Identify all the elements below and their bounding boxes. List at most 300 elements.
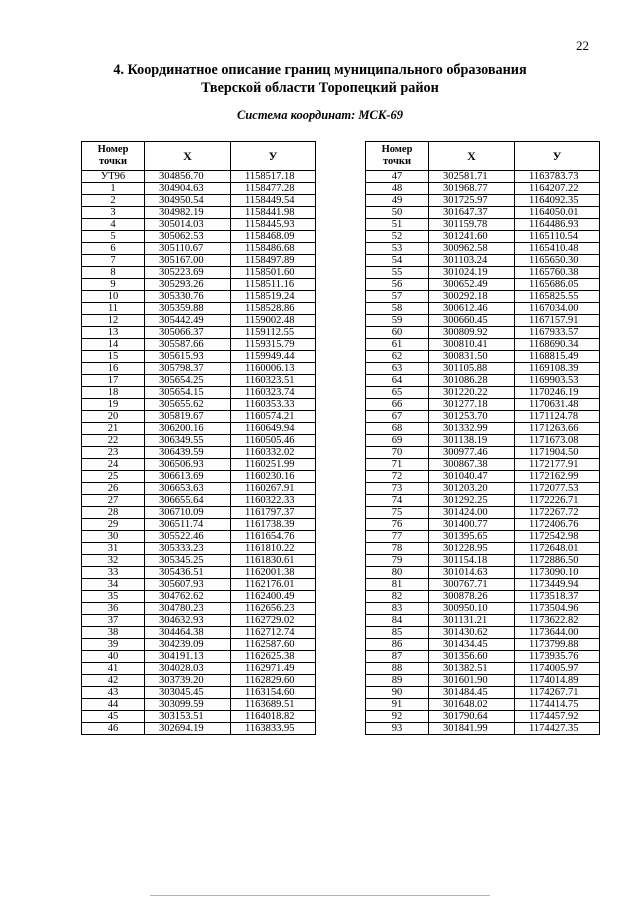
- table-row: [366, 207, 600, 219]
- y-coordinate-cell: 1163833.95: [231, 723, 316, 735]
- point-number-cell: 82: [366, 591, 429, 603]
- point-number-cell: 1: [82, 183, 145, 195]
- point-number-cell: 84: [366, 615, 429, 627]
- y-coordinate-cell: 1173799.88: [515, 639, 600, 651]
- x-coordinate-cell: 300867.38: [429, 459, 515, 471]
- point-number-cell: 9: [82, 279, 145, 291]
- point-number-cell: 69: [366, 435, 429, 447]
- point-number-cell: 78: [366, 543, 429, 555]
- table-row: [366, 411, 600, 423]
- table-row: [366, 363, 600, 375]
- y-coordinate-cell: 1160353.33: [231, 399, 316, 411]
- y-coordinate-cell: 1172648.01: [515, 543, 600, 555]
- x-coordinate-cell: 301434.45: [429, 639, 515, 651]
- point-number-cell: 52: [366, 231, 429, 243]
- table-row: [82, 627, 316, 639]
- x-coordinate-cell: 301648.02: [429, 699, 515, 711]
- coordinates-table-right: [365, 141, 600, 735]
- x-coordinate-cell: 301241.60: [429, 231, 515, 243]
- table-row: [82, 459, 316, 471]
- point-number-cell: 15: [82, 351, 145, 363]
- coordinate-system-subtitle: Система координат: МСК-69: [237, 108, 403, 122]
- coordinates-table-left: [81, 141, 316, 735]
- x-coordinate-cell: 305345.25: [145, 555, 231, 567]
- y-coordinate-cell: 1173935.76: [515, 651, 600, 663]
- point-number-cell: 10: [82, 291, 145, 303]
- y-coordinate-cell: 1158517.18: [231, 171, 316, 183]
- table-row: [366, 399, 600, 411]
- y-coordinate-cell: 1161810.22: [231, 543, 316, 555]
- x-coordinate-cell: 304856.70: [145, 171, 231, 183]
- x-coordinate-cell: 305654.25: [145, 375, 231, 387]
- table-row: [82, 495, 316, 507]
- x-coordinate-cell: 301203.20: [429, 483, 515, 495]
- x-coordinate-cell: 301086.28: [429, 375, 515, 387]
- table-row: [366, 195, 600, 207]
- x-coordinate-cell: 301332.99: [429, 423, 515, 435]
- table-row: [366, 327, 600, 339]
- y-coordinate-cell: 1163154.60: [231, 687, 316, 699]
- point-number-cell: 46: [82, 723, 145, 735]
- point-number-cell: 72: [366, 471, 429, 483]
- x-coordinate-cell: 306613.69: [145, 471, 231, 483]
- point-number-cell: 66: [366, 399, 429, 411]
- table-row: [366, 579, 600, 591]
- x-coordinate-cell: 305436.51: [145, 567, 231, 579]
- table-row: [82, 243, 316, 255]
- point-number-cell: 80: [366, 567, 429, 579]
- table-row: [82, 639, 316, 651]
- table-row: [82, 483, 316, 495]
- x-coordinate-cell: 305066.37: [145, 327, 231, 339]
- point-number-cell: 36: [82, 603, 145, 615]
- table-row: [82, 171, 316, 183]
- coordinates-body-left: [82, 171, 316, 735]
- x-coordinate-cell: 304762.62: [145, 591, 231, 603]
- x-coordinate-cell: 301382.51: [429, 663, 515, 675]
- table-row: [366, 531, 600, 543]
- point-number-cell: 45: [82, 711, 145, 723]
- table-row: [82, 579, 316, 591]
- y-coordinate-cell: 1168690.34: [515, 339, 600, 351]
- table-row: [82, 651, 316, 663]
- y-coordinate-cell: 1167157.91: [515, 315, 600, 327]
- table-row: [366, 627, 600, 639]
- y-coordinate-cell: 1165110.54: [515, 231, 600, 243]
- point-number-cell: 42: [82, 675, 145, 687]
- point-number-cell: 24: [82, 459, 145, 471]
- x-coordinate-cell: 301228.95: [429, 543, 515, 555]
- y-coordinate-cell: 1162176.01: [231, 579, 316, 591]
- x-coordinate-cell: 303045.45: [145, 687, 231, 699]
- point-number-cell: 49: [366, 195, 429, 207]
- point-number-cell: 50: [366, 207, 429, 219]
- table-row: [82, 279, 316, 291]
- y-coordinate-cell: 1159002.48: [231, 315, 316, 327]
- scan-edge-line: [150, 895, 490, 896]
- table-row: [366, 171, 600, 183]
- x-coordinate-cell: 300652.49: [429, 279, 515, 291]
- y-coordinate-cell: 1160267.91: [231, 483, 316, 495]
- y-coordinate-cell: 1158511.16: [231, 279, 316, 291]
- table-row: [366, 183, 600, 195]
- y-coordinate-cell: 1170246.19: [515, 387, 600, 399]
- table-row: [366, 231, 600, 243]
- y-coordinate-cell: 1172886.50: [515, 555, 600, 567]
- x-coordinate-cell: 305223.69: [145, 267, 231, 279]
- y-coordinate-cell: 1167933.57: [515, 327, 600, 339]
- point-number-cell: 4: [82, 219, 145, 231]
- x-coordinate-cell: 301790.64: [429, 711, 515, 723]
- point-number-cell: 55: [366, 267, 429, 279]
- table-row: [366, 651, 600, 663]
- point-number-cell: 20: [82, 411, 145, 423]
- table-row: [82, 603, 316, 615]
- point-number-cell: 65: [366, 387, 429, 399]
- y-coordinate-cell: 1171904.50: [515, 447, 600, 459]
- x-coordinate-cell: 306200.16: [145, 423, 231, 435]
- y-coordinate-cell: 1162400.49: [231, 591, 316, 603]
- point-number-cell: 38: [82, 627, 145, 639]
- table-row: [366, 519, 600, 531]
- table-row: [82, 315, 316, 327]
- x-coordinate-cell: 300612.46: [429, 303, 515, 315]
- y-coordinate-cell: 1174457.92: [515, 711, 600, 723]
- header-point-line-1: Номер: [381, 144, 413, 155]
- table-row: [366, 339, 600, 351]
- page-number: 22: [576, 38, 589, 53]
- table-row: [366, 423, 600, 435]
- y-coordinate-cell: 1160574.21: [231, 411, 316, 423]
- point-number-cell: 63: [366, 363, 429, 375]
- point-number-cell: УТ96: [82, 171, 145, 183]
- y-coordinate-cell: 1163689.51: [231, 699, 316, 711]
- point-number-cell: 58: [366, 303, 429, 315]
- table-row: [82, 291, 316, 303]
- x-coordinate-cell: 301395.65: [429, 531, 515, 543]
- x-coordinate-cell: 306511.74: [145, 519, 231, 531]
- y-coordinate-cell: 1162001.38: [231, 567, 316, 579]
- point-number-cell: 33: [82, 567, 145, 579]
- y-coordinate-cell: 1165686.05: [515, 279, 600, 291]
- table-row: [366, 615, 600, 627]
- x-coordinate-cell: 306349.55: [145, 435, 231, 447]
- point-number-cell: 56: [366, 279, 429, 291]
- y-coordinate-cell: 1158528.86: [231, 303, 316, 315]
- y-coordinate-cell: 1173449.94: [515, 579, 600, 591]
- y-coordinate-cell: 1174014.89: [515, 675, 600, 687]
- y-coordinate-cell: 1174427.35: [515, 723, 600, 735]
- point-number-cell: 31: [82, 543, 145, 555]
- y-coordinate-cell: 1164486.93: [515, 219, 600, 231]
- x-coordinate-cell: 305167.00: [145, 255, 231, 267]
- table-row: [82, 375, 316, 387]
- y-coordinate-cell: 1165825.55: [515, 291, 600, 303]
- x-coordinate-cell: 300962.58: [429, 243, 515, 255]
- point-number-cell: 43: [82, 687, 145, 699]
- table-row: [366, 219, 600, 231]
- table-row: [366, 663, 600, 675]
- y-coordinate-cell: 1162971.49: [231, 663, 316, 675]
- header-y: У: [231, 142, 316, 171]
- x-coordinate-cell: 306655.64: [145, 495, 231, 507]
- table-row: [82, 663, 316, 675]
- point-number-cell: 54: [366, 255, 429, 267]
- x-coordinate-cell: 301154.18: [429, 555, 515, 567]
- point-number-cell: 3: [82, 207, 145, 219]
- x-coordinate-cell: 305655.62: [145, 399, 231, 411]
- x-coordinate-cell: 305293.26: [145, 279, 231, 291]
- point-number-cell: 32: [82, 555, 145, 567]
- x-coordinate-cell: 304982.19: [145, 207, 231, 219]
- x-coordinate-cell: 300292.18: [429, 291, 515, 303]
- table-row: [82, 567, 316, 579]
- y-coordinate-cell: 1162656.23: [231, 603, 316, 615]
- table-row: [82, 675, 316, 687]
- point-number-cell: 8: [82, 267, 145, 279]
- x-coordinate-cell: 304239.09: [145, 639, 231, 651]
- point-number-cell: 2: [82, 195, 145, 207]
- point-number-cell: 41: [82, 663, 145, 675]
- y-coordinate-cell: 1160332.02: [231, 447, 316, 459]
- point-number-cell: 81: [366, 579, 429, 591]
- y-coordinate-cell: 1162729.02: [231, 615, 316, 627]
- table-row: [82, 519, 316, 531]
- table-row: [366, 303, 600, 315]
- point-number-cell: 85: [366, 627, 429, 639]
- point-number-cell: 34: [82, 579, 145, 591]
- point-number-cell: 64: [366, 375, 429, 387]
- y-coordinate-cell: 1169108.39: [515, 363, 600, 375]
- table-row: [82, 339, 316, 351]
- x-coordinate-cell: 301131.21: [429, 615, 515, 627]
- point-number-cell: 18: [82, 387, 145, 399]
- x-coordinate-cell: 302581.71: [429, 171, 515, 183]
- x-coordinate-cell: 305654.15: [145, 387, 231, 399]
- x-coordinate-cell: 301103.24: [429, 255, 515, 267]
- point-number-cell: 6: [82, 243, 145, 255]
- x-coordinate-cell: 301105.88: [429, 363, 515, 375]
- y-coordinate-cell: 1160322.33: [231, 495, 316, 507]
- y-coordinate-cell: 1172226.71: [515, 495, 600, 507]
- y-coordinate-cell: 1160251.99: [231, 459, 316, 471]
- header-point-line-2: точки: [382, 156, 412, 167]
- point-number-cell: 77: [366, 531, 429, 543]
- x-coordinate-cell: 301484.45: [429, 687, 515, 699]
- point-number-cell: 92: [366, 711, 429, 723]
- y-coordinate-cell: 1162587.60: [231, 639, 316, 651]
- table-row: [82, 219, 316, 231]
- header-point-number: [366, 142, 429, 171]
- y-coordinate-cell: 1164207.22: [515, 183, 600, 195]
- table-row: [366, 687, 600, 699]
- header-point-line-1: Номер: [97, 144, 129, 155]
- point-number-cell: 25: [82, 471, 145, 483]
- table-row: [82, 615, 316, 627]
- table-row: [82, 303, 316, 315]
- y-coordinate-cell: 1159315.79: [231, 339, 316, 351]
- point-number-cell: 37: [82, 615, 145, 627]
- x-coordinate-cell: 301253.70: [429, 411, 515, 423]
- y-coordinate-cell: 1174267.71: [515, 687, 600, 699]
- x-coordinate-cell: 306506.93: [145, 459, 231, 471]
- y-coordinate-cell: 1172177.91: [515, 459, 600, 471]
- point-number-cell: 17: [82, 375, 145, 387]
- y-coordinate-cell: 1165410.48: [515, 243, 600, 255]
- table-row: [366, 471, 600, 483]
- y-coordinate-cell: 1174005.97: [515, 663, 600, 675]
- x-coordinate-cell: 300950.10: [429, 603, 515, 615]
- table-row: [82, 411, 316, 423]
- x-coordinate-cell: 305062.53: [145, 231, 231, 243]
- y-coordinate-cell: 1158497.89: [231, 255, 316, 267]
- table-row: [82, 687, 316, 699]
- x-coordinate-cell: 304780.23: [145, 603, 231, 615]
- x-coordinate-cell: 301968.77: [429, 183, 515, 195]
- y-coordinate-cell: 1160006.13: [231, 363, 316, 375]
- table-row: [366, 699, 600, 711]
- point-number-cell: 21: [82, 423, 145, 435]
- y-coordinate-cell: 1160323.74: [231, 387, 316, 399]
- x-coordinate-cell: 305330.76: [145, 291, 231, 303]
- x-coordinate-cell: 301647.37: [429, 207, 515, 219]
- table-row: [82, 387, 316, 399]
- title-line-1: 4. Координатное описание границ муниципального образования: [113, 62, 527, 78]
- table-row: [82, 555, 316, 567]
- point-number-cell: 67: [366, 411, 429, 423]
- table-row: [366, 435, 600, 447]
- x-coordinate-cell: 303153.51: [145, 711, 231, 723]
- x-coordinate-cell: 305798.37: [145, 363, 231, 375]
- y-coordinate-cell: 1171673.08: [515, 435, 600, 447]
- x-coordinate-cell: 301277.18: [429, 399, 515, 411]
- y-coordinate-cell: 1169903.53: [515, 375, 600, 387]
- point-number-cell: 47: [366, 171, 429, 183]
- point-number-cell: 53: [366, 243, 429, 255]
- y-coordinate-cell: 1162712.74: [231, 627, 316, 639]
- table-row: [366, 315, 600, 327]
- table-row: [366, 387, 600, 399]
- point-number-cell: 19: [82, 399, 145, 411]
- y-coordinate-cell: 1168815.49: [515, 351, 600, 363]
- x-coordinate-cell: 305333.23: [145, 543, 231, 555]
- table-row: [366, 543, 600, 555]
- y-coordinate-cell: 1160505.46: [231, 435, 316, 447]
- y-coordinate-cell: 1172267.72: [515, 507, 600, 519]
- table-row: [366, 255, 600, 267]
- table-row: [366, 351, 600, 363]
- point-number-cell: 22: [82, 435, 145, 447]
- point-number-cell: 68: [366, 423, 429, 435]
- table-row: [82, 435, 316, 447]
- table-row: [366, 675, 600, 687]
- table-row: [82, 183, 316, 195]
- header-point-number: [82, 142, 145, 171]
- table-row: [82, 327, 316, 339]
- header-x: X: [429, 142, 515, 171]
- point-number-cell: 48: [366, 183, 429, 195]
- point-number-cell: 61: [366, 339, 429, 351]
- y-coordinate-cell: 1158501.60: [231, 267, 316, 279]
- x-coordinate-cell: 305522.46: [145, 531, 231, 543]
- y-coordinate-cell: 1160230.16: [231, 471, 316, 483]
- y-coordinate-cell: 1158519.24: [231, 291, 316, 303]
- y-coordinate-cell: 1162625.38: [231, 651, 316, 663]
- table-row: [82, 699, 316, 711]
- y-coordinate-cell: 1160323.51: [231, 375, 316, 387]
- y-coordinate-cell: 1161738.39: [231, 519, 316, 531]
- y-coordinate-cell: 1173090.10: [515, 567, 600, 579]
- y-coordinate-cell: 1163783.73: [515, 171, 600, 183]
- x-coordinate-cell: 304950.54: [145, 195, 231, 207]
- y-coordinate-cell: 1167034.00: [515, 303, 600, 315]
- point-number-cell: 93: [366, 723, 429, 735]
- x-coordinate-cell: 301601.90: [429, 675, 515, 687]
- table-row: [82, 543, 316, 555]
- x-coordinate-cell: 301024.19: [429, 267, 515, 279]
- point-number-cell: 70: [366, 447, 429, 459]
- point-number-cell: 11: [82, 303, 145, 315]
- table-row: [366, 291, 600, 303]
- point-number-cell: 60: [366, 327, 429, 339]
- x-coordinate-cell: 300809.92: [429, 327, 515, 339]
- x-coordinate-cell: 304191.13: [145, 651, 231, 663]
- y-coordinate-cell: 1173518.37: [515, 591, 600, 603]
- point-number-cell: 12: [82, 315, 145, 327]
- x-coordinate-cell: 300831.50: [429, 351, 515, 363]
- y-coordinate-cell: 1158468.09: [231, 231, 316, 243]
- y-coordinate-cell: 1173504.96: [515, 603, 600, 615]
- x-coordinate-cell: 306653.63: [145, 483, 231, 495]
- x-coordinate-cell: 301159.78: [429, 219, 515, 231]
- point-number-cell: 28: [82, 507, 145, 519]
- point-number-cell: 59: [366, 315, 429, 327]
- y-coordinate-cell: 1158477.28: [231, 183, 316, 195]
- point-number-cell: 51: [366, 219, 429, 231]
- x-coordinate-cell: 302694.19: [145, 723, 231, 735]
- table-row: [82, 231, 316, 243]
- table-row: [366, 447, 600, 459]
- x-coordinate-cell: 304632.93: [145, 615, 231, 627]
- header-point-line-2: точки: [98, 156, 128, 167]
- x-coordinate-cell: 301014.63: [429, 567, 515, 579]
- point-number-cell: 7: [82, 255, 145, 267]
- y-coordinate-cell: 1165650.30: [515, 255, 600, 267]
- x-coordinate-cell: 301430.62: [429, 627, 515, 639]
- y-coordinate-cell: 1165760.38: [515, 267, 600, 279]
- x-coordinate-cell: 305819.67: [145, 411, 231, 423]
- point-number-cell: 87: [366, 651, 429, 663]
- point-number-cell: 88: [366, 663, 429, 675]
- table-row: [82, 423, 316, 435]
- table-row: [366, 723, 600, 735]
- point-number-cell: 75: [366, 507, 429, 519]
- table-row: [366, 603, 600, 615]
- table-row: [366, 279, 600, 291]
- point-number-cell: 16: [82, 363, 145, 375]
- point-number-cell: 44: [82, 699, 145, 711]
- y-coordinate-cell: 1164050.01: [515, 207, 600, 219]
- point-number-cell: 5: [82, 231, 145, 243]
- header-x: X: [145, 142, 231, 171]
- x-coordinate-cell: 301220.22: [429, 387, 515, 399]
- point-number-cell: 86: [366, 639, 429, 651]
- y-coordinate-cell: 1173622.82: [515, 615, 600, 627]
- x-coordinate-cell: 304028.03: [145, 663, 231, 675]
- x-coordinate-cell: 301400.77: [429, 519, 515, 531]
- point-number-cell: 62: [366, 351, 429, 363]
- header-y: У: [515, 142, 600, 171]
